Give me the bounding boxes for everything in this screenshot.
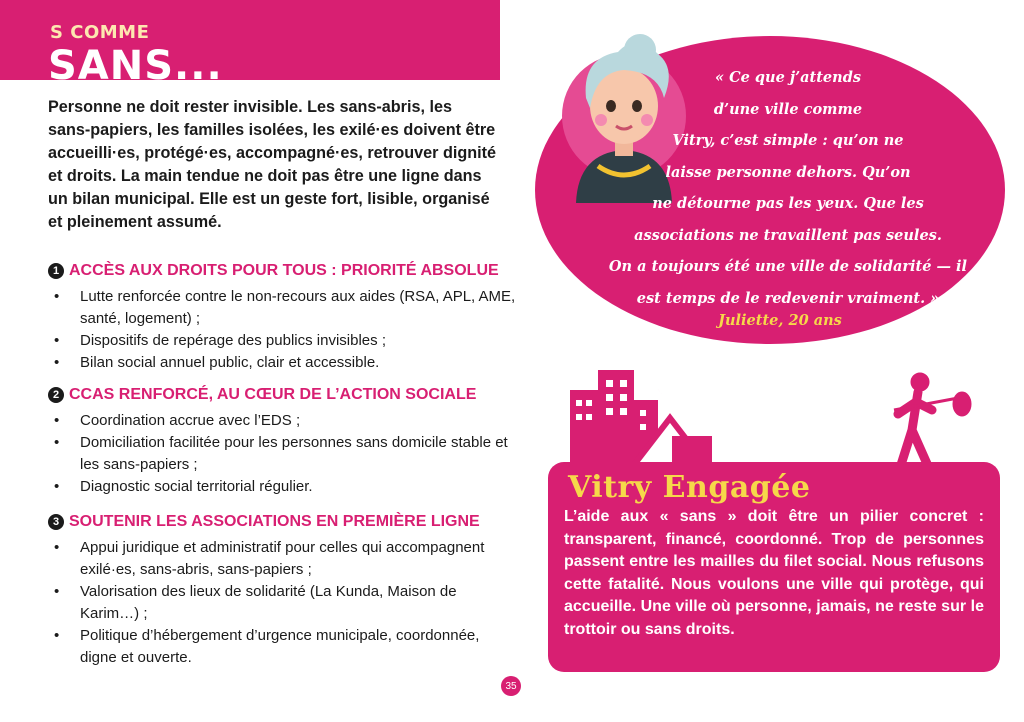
quote-line: est temps de le redevenir vraiment. » bbox=[636, 289, 940, 307]
list-item: • Appui juridique et administratif pour celles qui accompagnent exilé·es, sans-abris, sans-papiers ; bbox=[80, 537, 518, 581]
quote-line: On a toujours été une ville de solidarité — il bbox=[608, 258, 968, 275]
list-item: • Lutte renforcée contre le non-recours aux aides (RSA, APL, AME, santé, logement) ; bbox=[80, 286, 518, 330]
list-item: • Diagnostic social territorial régulier. bbox=[80, 476, 518, 498]
bullet-list bbox=[48, 410, 518, 498]
quote-line: laisse personne dehors. Qu’on bbox=[665, 163, 911, 181]
bullet-list bbox=[48, 286, 518, 374]
section-heading bbox=[48, 386, 518, 404]
quote-line: d’une ville comme bbox=[713, 100, 863, 118]
kicker: S COMME bbox=[50, 22, 150, 43]
vitry-engagee-text: L’aide aux « sans » doit être un pilier concret : transparent, financé, coordonné. Trop de personnes passent entre les mailles du filet social. Nous refusons cette fatalité. Nous voulons une ville qui protège, qui accueille. Une ville où personne, jamais, ne reste sur le trottoir ou sans droits. bbox=[564, 508, 984, 638]
list-item: • Politique d’hébergement d’urgence municipale, coordonnée, digne et ouverte. bbox=[80, 625, 518, 669]
intro-paragraph: Personne ne doit rester invisible. Les sans-abris, les sans-papiers, les familles isolées, les exilé·es doivent être accueilli·es, protégé·es, accompagné·es, retrouver dignité et droits. La main tendue ne doit pas être une ligne dans un bilan municipal. Elle est un geste fort, lisible, organisé et pleinement assumé. bbox=[48, 98, 497, 231]
list-item: • Dispositifs de repérage des publics invisibles ; bbox=[80, 330, 518, 352]
section-number: 3 bbox=[48, 514, 64, 530]
bullet-list bbox=[48, 537, 518, 669]
page-title: SANS... bbox=[48, 44, 223, 81]
section-associations bbox=[48, 513, 518, 669]
city-skyline-icon bbox=[560, 370, 1000, 470]
section-number: 1 bbox=[48, 263, 64, 279]
page-number: 35 bbox=[501, 676, 521, 696]
section-title: CCAS RENFORCÉ, AU CŒUR DE L’ACTION SOCIALE bbox=[69, 386, 477, 403]
quote-author: Juliette, 20 ans bbox=[718, 312, 842, 329]
quote-text bbox=[578, 62, 998, 314]
quote-line: ne détourne pas les yeux. Que les bbox=[652, 195, 924, 212]
quote-line: associations ne travaillent pas seules. bbox=[634, 226, 942, 244]
section-title: SOUTENIR LES ASSOCIATIONS EN PREMIÈRE LIGNE bbox=[69, 513, 480, 530]
section-title: ACCÈS AUX DROITS POUR TOUS : PRIORITÉ ABSOLUE bbox=[69, 262, 499, 279]
vitry-engagee-title: Vitry Engagée bbox=[568, 470, 811, 505]
list-item: • Valorisation des lieux de solidarité (La Kunda, Maison de Karim…) ; bbox=[80, 581, 518, 625]
walking-person-icon bbox=[894, 373, 971, 468]
section-number: 2 bbox=[48, 387, 64, 403]
section-heading bbox=[48, 513, 518, 531]
section-heading bbox=[48, 262, 518, 280]
list-item: • Bilan social annuel public, clair et accessible. bbox=[80, 352, 518, 374]
quote-line: « Ce que j’attends bbox=[714, 69, 862, 86]
section-access-rights bbox=[48, 262, 518, 374]
list-item: • Domiciliation facilitée pour les personnes sans domicile stable et les sans-papiers ; bbox=[80, 432, 518, 476]
quote-line: Vitry, c’est simple : qu’on ne bbox=[672, 132, 904, 149]
moon-icon bbox=[656, 372, 682, 397]
section-ccas bbox=[48, 386, 518, 498]
list-item: • Coordination accrue avec l’EDS ; bbox=[80, 410, 518, 432]
